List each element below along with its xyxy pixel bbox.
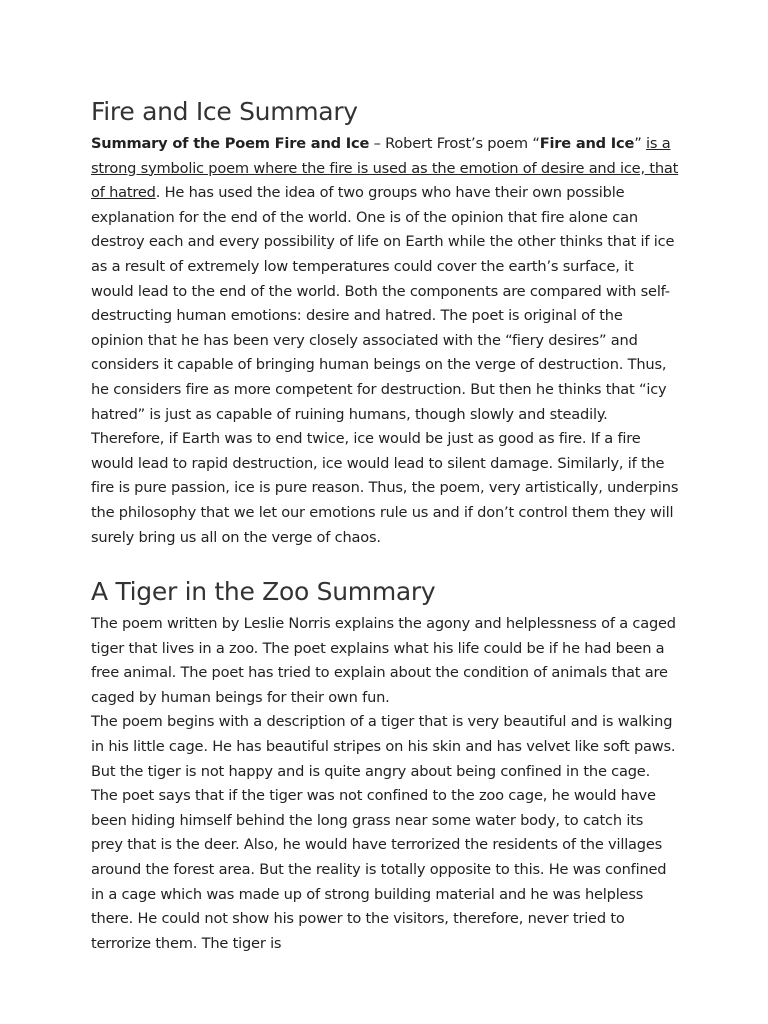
- poem-title-close-quote: ”: [634, 135, 646, 152]
- section-heading-tiger-in-the-zoo: A Tiger in the Zoo Summary: [91, 577, 436, 607]
- tiger-paragraph-1: The poem written by Leslie Norris explains the agony and helplessness of a caged tiger that lives in a zoo. The poet explains what his life could be if he had been a free animal. The poet has tried to explain about the condition of animals that are caged by human beings for their own fun.: [91, 615, 676, 706]
- summary-intro-bold: Summary of the Poem Fire and Ice: [91, 135, 370, 152]
- fire-and-ice-body-text: . He has used the idea of two groups who have their own possible explanation for the end of the world. One is of the opinion that fire alone can destroy each and every possibility of life on Earth while the other thinks that if ice as a result of extremely low temperatures could cover the earth’s surface, it would lead to the end of the world. Both the components are compared with self-destructing human emotions: desire and hatred. The poet is original of the opinion that he has been very closely associated with the “fiery desires” and considers it capable of bringing human beings on the verge of destruction. Thus, he considers fire as more competent for destruction. But then he thinks that “icy hatred” is just as capable of ruining humans, though slowly and steadily. Therefore, if Earth was to end twice, ice would be just as good as fire. If a fire would lead to rapid destruction, ice would lead to silent damage. Similarly, if the fire is pure passion, ice is pure reason. Thus, the poem, very artistically, underpins the philosophy that we let our emotions rule us and if don’t control them they will surely bring us all on the verge of chaos.: [91, 184, 679, 546]
- poem-title-bold: Fire and Ice: [539, 135, 635, 152]
- fire-and-ice-paragraph: [91, 132, 679, 550]
- tiger-paragraph-2: The poem begins with a description of a tiger that is very beautiful and is walking in his little cage. He has beautiful stripes on his skin and has velvet like soft paws. But the tiger is not happy and is quite angry about being confined in the cage. The poet says that if the tiger was not confined to the zoo cage, he would have been hiding himself behind the long grass near some water body, to catch its prey that is the deer. Also, he would have terrorized the residents of the villages around the forest area. But the reality is totally opposite to this. He was confined in a cage which was made up of strong building material and he was helpless there. He could not show his power to the visitors, therefore, never tried to terrorize them. The tiger is: [91, 713, 676, 952]
- section-heading-fire-and-ice: Fire and Ice Summary: [91, 97, 358, 126]
- document-page: [91, 92, 679, 956]
- underlined-statement: is a strong symbolic poem where the fire is used as the emotion of desire and ice, that of hatred: [91, 135, 679, 202]
- summary-intro-author: – Robert Frost’s poem “: [369, 135, 540, 152]
